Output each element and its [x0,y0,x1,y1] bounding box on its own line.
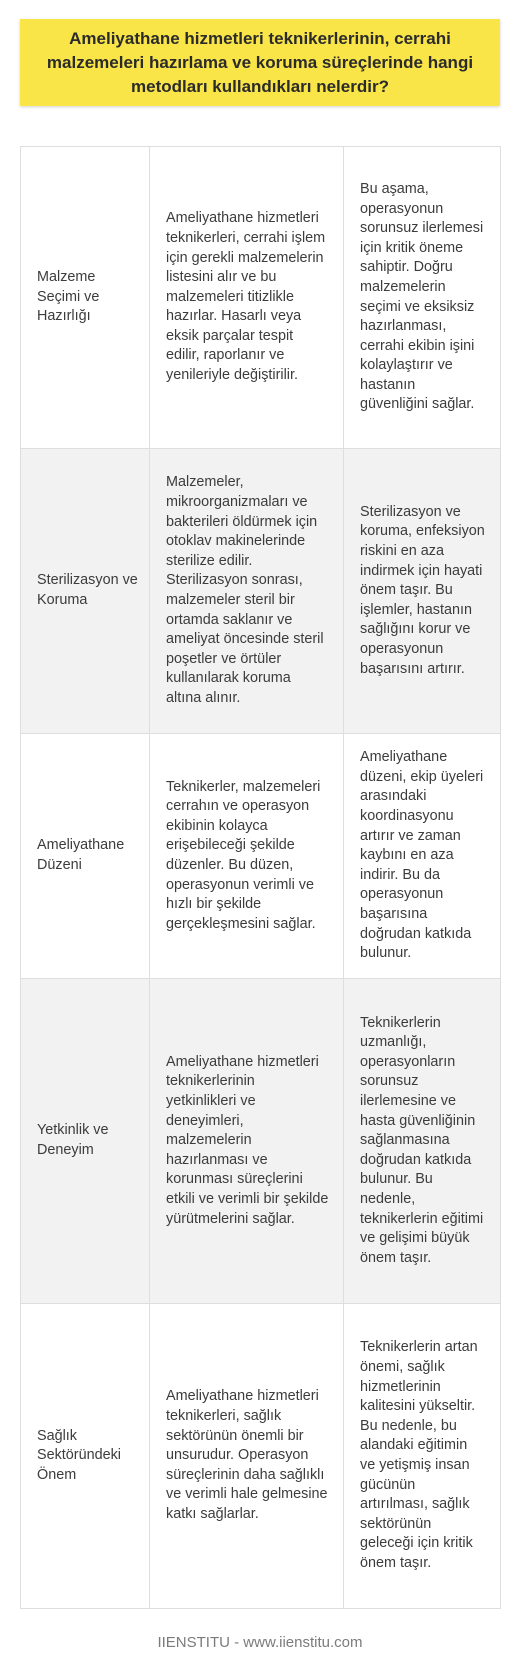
method-cell: Teknikerler, malzemeleri cerrahın ve operasyon ekibinin kolayca erişebileceği şekilde düzenler. Bu düzen, operasyonun verimli ve hızlı bir şekilde gerçekleşmesini sağlar. [150,734,344,979]
importance-cell: Bu aşama, operasyonun sorunsuz ilerlemesi için kritik öneme sahiptir. Doğru malzemelerin seçimi ve eksiksiz hazırlanması, cerrahi ekibin işini kolaylaştırır ve hastanın güvenliğini sağlar. [344,147,501,449]
method-cell: Malzemeler, mikroorganizmaları ve bakterileri öldürmek için otoklav makinelerinde sterilize edilir. Sterilizasyon sonrası, malzemeler steril bir ortamda saklanır ve ameliyat öncesinde steril poşetler ve örtüler kullanılarak koruma altına alınır. [150,449,344,734]
page-title: Ameliyathane hizmetleri teknikerlerinin, cerrahi malzemeleri hazırlama ve koruma süreçlerinde hangi metodları kullandıkları nelerdir? [46,28,474,96]
method-cell: Ameliyathane hizmetleri teknikerleri, cerrahi işlem için gerekli malzemelerin listesini alır ve bu malzemeleri titizlikle hazırlar. Hasarlı veya eksik parçalar tespit edilir, raporlanır ve yenileriyle değiştirilir. [150,147,344,449]
title-banner [20,19,500,106]
table-row [21,449,501,734]
method-cell: Ameliyathane hizmetleri teknikerleri, sağlık sektörünün önemli bir unsurudur. Operasyon süreçlerinin daha sağlıklı ve verimli hale gelmesine katkı sağlarlar. [150,1304,344,1609]
method-cell: Ameliyathane hizmetleri teknikerlerinin yetkinlikleri ve deneyimleri, malzemelerin hazırlanması ve korunması süreçlerini etkili ve verimli bir şekilde yürütmelerini sağlar. [150,979,344,1304]
importance-cell: Teknikerlerin artan önemi, sağlık hizmetlerinin kalitesini yükseltir. Bu nedenle, bu alandaki eğitimin ve yetişmiş insan gücünün artırılması, sağlık sektörünün geleceği için kritik önem taşır. [344,1304,501,1609]
topic-cell: Ameliyathane Düzeni [21,734,150,979]
topic-cell: Yetkinlik ve Deneyim [21,979,150,1304]
topic-cell: Sağlık Sektöründeki Önem [21,1304,150,1609]
table-row [21,1304,501,1609]
importance-cell: Sterilizasyon ve koruma, enfeksiyon riskini en aza indirmek için hayati önem taşır. Bu işlemler, hastanın sağlığını korur ve operasyonun başarısını artırır. [344,449,501,734]
info-table [20,146,501,1609]
table-row [21,734,501,979]
topic-cell: Malzeme Seçimi ve Hazırlığı [21,147,150,449]
importance-cell: Teknikerlerin uzmanlığı, operasyonların sorunsuz ilerlemesine ve hasta güvenliğinin sağlanmasına doğrudan katkıda bulunur. Bu nedenle, teknikerlerin eğitimi ve gelişimi büyük önem taşır. [344,979,501,1304]
topic-cell: Sterilizasyon ve Koruma [21,449,150,734]
importance-cell: Ameliyathane düzeni, ekip üyeleri arasındaki koordinasyonu artırır ve zaman kaybını en aza indirir. Bu da operasyonun başarısına doğrudan katkıda bulunur. [344,734,501,979]
table-row [21,147,501,449]
table-row [21,979,501,1304]
footer-credit: IIENSTITU - www.iienstitu.com [157,1634,363,1651]
